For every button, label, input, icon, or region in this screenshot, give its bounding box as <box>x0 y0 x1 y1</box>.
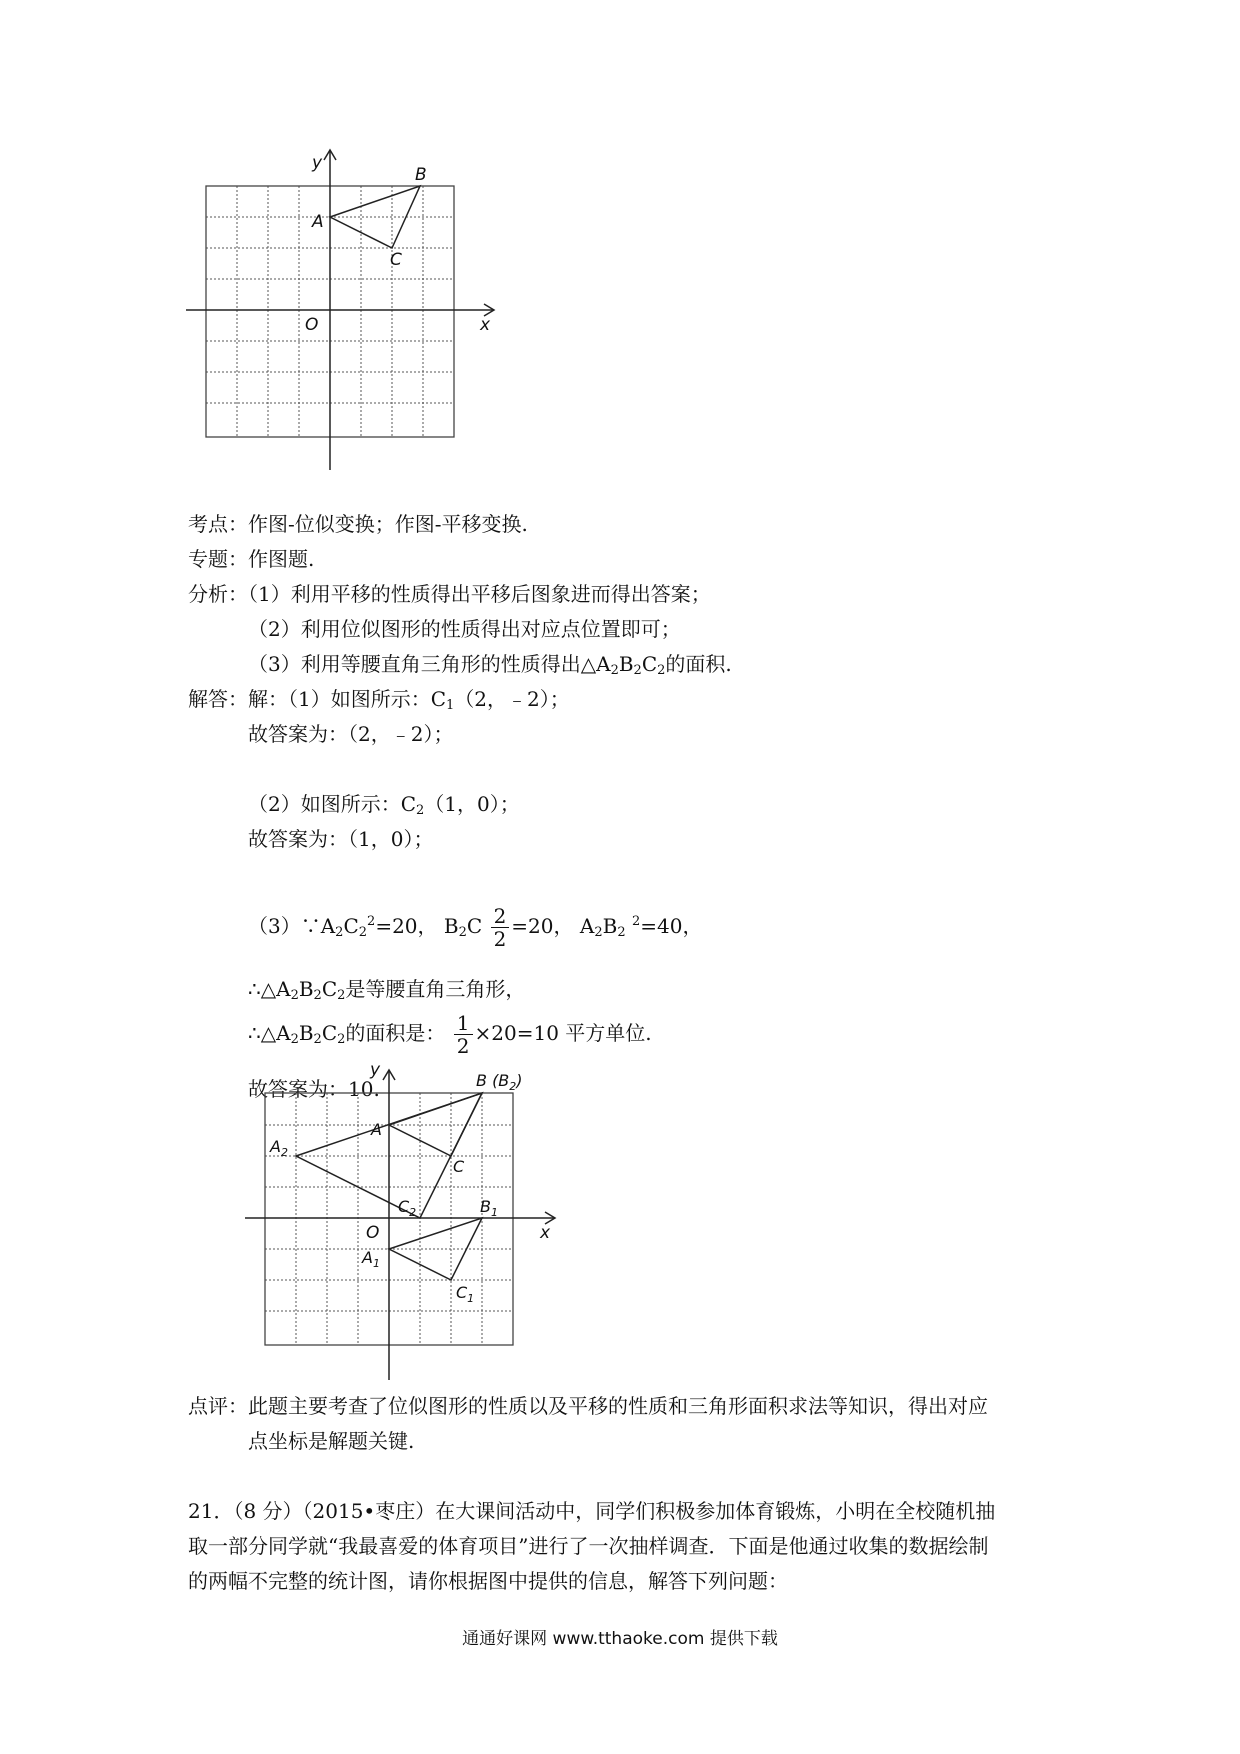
kaodian-line <box>188 510 528 538</box>
zhuanti-text: ：作图题. <box>228 547 315 571</box>
point-c-label: C <box>390 250 402 270</box>
jieda-line-5: $\therefore\triangle A_2B_2C_2$的面积是： $\frac{1}{2}$ ×20=10 平方单位. <box>248 1011 652 1058</box>
question-21-line-3: 的两幅不完整的统计图，请你根据图中提供的信息，解答下列问题： <box>188 1569 788 1593</box>
fraction-one-half: $\frac{1}{2}$ <box>454 1012 473 1057</box>
dianping-tag: 点评 <box>188 1394 228 1418</box>
zhuanti-line <box>188 545 314 573</box>
figure-1-coordinate-grid <box>180 140 500 480</box>
question-21-line-2: 取一部分同学就“我最喜爱的体育项目”进行了一次抽样调查．下面是他通过收集的数据绘制 <box>188 1534 989 1558</box>
point-a-label: A <box>312 212 324 232</box>
fenxi-text-1: ：（1）利用平移的性质得出平移后图象进而得出答案； <box>228 582 711 606</box>
jieda-line-2: （2）如图所示：$C_2(1$，0）； <box>248 792 520 818</box>
fenxi-line-2: （2）利用位似图形的性质得出对应点位置即可； <box>248 617 681 641</box>
point-a1-label: $A_1$ <box>362 1248 380 1270</box>
jieda-tag: 解答 <box>188 687 228 711</box>
point-b1-label: $B_1$ <box>480 1197 498 1219</box>
page-footer: 通通好课网 www.tthaoke.com 提供下载 <box>462 1629 778 1649</box>
question-21-line-1: 21．（8 分）（2015•枣庄）在大课间活动中，同学们积极参加体育锻炼，小明在全校随机抽 <box>188 1499 996 1523</box>
x-axis-label: x <box>540 1223 551 1243</box>
jieda-line-3: $(3)\because A_2C_2^2=20$， $B_2C$ $\frac{2}{2}$ =20， $A_2B_2$ $^2$=40， <box>248 904 703 951</box>
y-axis-label: y <box>312 153 323 173</box>
jieda-answer-1: 故答案为：（2，﹣2）； <box>248 722 454 746</box>
kaodian-tag: 考点 <box>188 512 228 536</box>
jieda-line-4: $\therefore\triangle A_2B_2C_2$是等腰直角三角形， <box>248 977 526 1003</box>
point-a2-label: $A_2$ <box>270 1137 288 1159</box>
fraction-2-over-2: $\frac{2}{2}$ <box>491 905 510 950</box>
y-axis-label: y <box>370 1065 381 1080</box>
point-a-label: A <box>371 1120 382 1139</box>
fenxi-line-1 <box>188 580 711 608</box>
jieda-answer-2: 故答案为：（1，0）； <box>248 827 434 851</box>
axes <box>186 150 494 470</box>
point-c2-label: $C_2$ <box>398 1197 417 1219</box>
point-b-label: B <box>415 165 427 185</box>
origin-label: O <box>366 1223 380 1243</box>
kaodian-text: ：作图-位似变换；作图-平移变换. <box>228 512 528 536</box>
fenxi-tag: 分析 <box>188 582 228 606</box>
dianping-line-2: 点坐标是解题关键. <box>248 1429 415 1453</box>
figure-2-coordinate-grid <box>240 1065 570 1395</box>
x-axis-label: x <box>480 315 491 335</box>
point-b-b2-label: B $(B_2)$ <box>476 1071 523 1093</box>
jieda-line-1: 解答：解：（1）如图所示：$C_1(2$，﹣2）； <box>188 687 570 713</box>
point-c1-label: $C_1$ <box>456 1283 475 1305</box>
point-c-label: C <box>453 1157 465 1176</box>
axes <box>245 1070 555 1380</box>
fenxi-line-3: （3）利用等腰直角三角形的性质得出$\triangle A_2B_2C_2$的面积. <box>248 652 732 678</box>
dianping-line-1: 点评：此题主要考查了位似图形的性质以及平移的性质和三角形面积求法等知识，得出对应 <box>188 1394 988 1418</box>
jieda-answer-3: 故答案为：10. <box>248 1077 380 1101</box>
zhuanti-tag: 专题 <box>188 547 228 571</box>
origin-label: O <box>305 315 319 335</box>
